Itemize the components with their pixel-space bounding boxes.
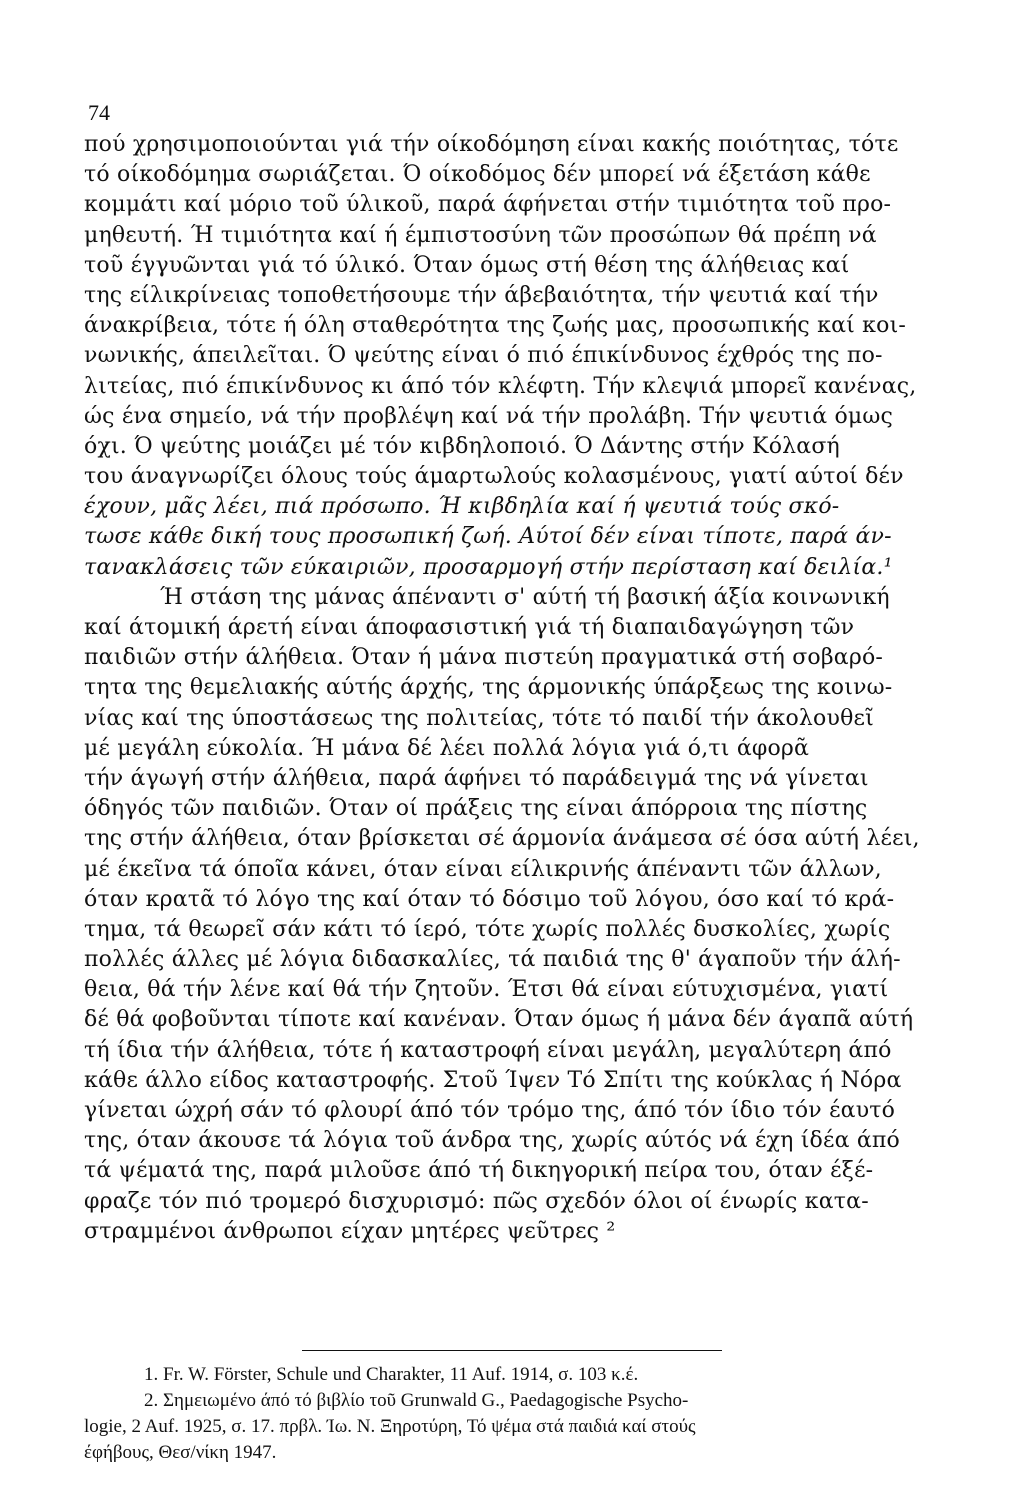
text-line: της στήν άλήθεια, όταν βρίσκεται σέ άρμονία άνάμεσα σέ όσα αύτή λέει, <box>84 826 920 852</box>
text-line: θεια, θά τήν λένε καί θά τήν ζητοῦν. Έτσι θά είναι εύτυχισμένα, γιατί <box>84 977 889 1003</box>
text-line: φραζε τόν πιό τρομερό δισχυρισμό: πῶς σχεδόν όλοι οί ένωρίς κατα- <box>84 1188 869 1214</box>
text-line: τή ίδια τήν άλήθεια, τότε ή καταστροφή είναι μεγάλη, μεγαλύτερη άπό <box>84 1037 892 1063</box>
footnote-1: 1. Fr. W. Förster, Schule und Charakter, 11 Auf. 1914, σ. 103 κ.έ. <box>144 1364 639 1385</box>
text-line: κομμάτι καί μόριο τοῦ ύλικοῦ, παρά άφήνεται στήν τιμιότητα τοῦ προ- <box>84 192 892 218</box>
text-line: όταν κρατᾶ τό λόγο της καί όταν τό δόσιμο τοῦ λόγου, όσο καί τό κρά- <box>84 886 895 912</box>
text-line: ώς ένα σημείο, νά τήν προβλέψη καί νά τήν προλάβη. Τήν ψευτιά όμως <box>84 403 894 429</box>
text-line: της είλικρίνειας τοποθετήσουμε τήν άβεβαιότητα, τήν ψευτιά καί τήν <box>84 282 879 308</box>
text-line: κάθε άλλο είδος καταστροφής. Στοῦ Ίψεν Τό Σπίτι της κούκλας ή Νόρα <box>84 1067 902 1093</box>
text-line: μηθευτή. Ή τιμιότητα καί ή έμπιστοσύνη τῶν προσώπων θά πρέπη νά <box>84 222 877 248</box>
text-line: τά ψέματά της, παρά μιλοῦσε άπό τή δικηγορική πείρα του, όταν έξέ- <box>84 1158 874 1184</box>
text-line: λιτείας, πιό έπικίνδυνος κι άπό τόν κλέφτη. Τήν κλεψιά μπορεῖ κανένας, <box>84 373 917 399</box>
footnote-2-continued: logie, 2 Auf. 1925, σ. 17. πρβλ. Ίω. Ν. Ξηροτύρη, Τό ψέμα στά παιδιά καί στούς <box>84 1416 696 1437</box>
page-number: 74 <box>88 100 110 125</box>
text-line: μέ έκεῖνα τά όποῖα κάνει, όταν είναι είλικρινής άπέναντι τῶν άλλων, <box>84 856 882 882</box>
footnotes <box>84 1362 942 1466</box>
text-line: τωσε κάθε δική τους προσωπική ζωή. Αύτοί δέν είναι τίποτε, παρά άν- <box>84 524 892 550</box>
text-line: τητα της θεμελιακής αύτής άρχής, της άρμονικής ύπάρξεως της κοινω- <box>84 675 893 701</box>
text-line: όχι. Ό ψεύτης μοιάζει μέ τόν κιβδηλοποιό. Ό Δάντης στήν Κόλασή <box>84 433 840 459</box>
text-line: στραμμένοι άνθρωποι είχαν μητέρες ψεῦτρες ² <box>84 1218 616 1244</box>
body-text <box>84 130 942 1247</box>
text-line: τό οίκοδόμημα σωριάζεται. Ό οίκοδόμος δέν μπορεί νά έξετάση κάθε <box>84 162 871 188</box>
text-line: παιδιῶν στήν άλήθεια. Όταν ή μάνα πιστεύη πραγματικά στή σοβαρό- <box>84 645 884 671</box>
text-line: νίας καί της ύποστάσεως της πολιτείας, τότε τό παιδί τήν άκολουθεῖ <box>84 705 874 731</box>
text-line: καί άτομική άρετή είναι άποφασιστική γιά τή διαπαιδαγώγηση τῶν <box>84 615 855 640</box>
text-line: άνακρίβεια, τότε ή όλη σταθερότητα της ζωής μας, προσωπικής καί κοι- <box>84 313 907 339</box>
text-line: τοῦ έγγυῶνται γιά τό ύλικό. Όταν όμως στή θέση της άλήθειας καί <box>84 252 850 278</box>
footnote-2-continued: έφήβους, Θεσ/νίκη 1947. <box>84 1442 277 1463</box>
footnote-divider <box>302 1350 722 1351</box>
text-line: τημα, τά θεωρεῖ σάν κάτι τό ίερό, τότε χωρίς πολλές δυσκολίες, χωρίς <box>84 916 891 942</box>
footnote-2: 2. Σημειωμένο άπό τό βιβλίο τοῦ Grunwald G., Paedagogische Psycho- <box>144 1390 689 1411</box>
text-line: τήν άγωγή στήν άλήθεια, παρά άφήνει τό παράδειγμά της νά γίνεται <box>84 765 869 791</box>
text-line: όδηγός τῶν παιδιῶν. Όταν οί πράξεις της είναι άπόρροια της πίστης <box>84 796 868 822</box>
text-line: γίνεται ώχρή σάν τό φλουρί άπό τόν τρόμο της, άπό τόν ίδιο τόν έαυτό <box>84 1098 896 1123</box>
text-line: πολλές άλλες μέ λόγια διδασκαλίες, τά παιδιά της θ' άγαποῦν τήν άλή- <box>84 947 901 973</box>
text-line: δέ θά φοβοῦνται τίποτε καί κανέναν. Όταν όμως ή μάνα δέν άγαπᾶ αύτή <box>84 1007 914 1033</box>
text-line: του άναγνωρίζει όλους τούς άμαρτωλούς κολασμένους, γιατί αύτοί δέν <box>84 464 904 490</box>
text-line: μέ μεγάλη εύκολία. Ή μάνα δέ λέει πολλά λόγια γιά ό,τι άφορᾶ <box>84 735 810 761</box>
paragraph-start-line: Ή στάση της μάνας άπέναντι σ' αύτή τή βασική άξία κοινωνική <box>160 584 890 610</box>
text-line: νωνικής, άπειλεῖται. Ό ψεύτης είναι ό πιό έπικίνδυνος έχθρός της πο- <box>84 343 883 369</box>
text-line: πού χρησιμοποιούνται γιά τήν οίκοδόμηση είναι κακής ποιότητας, τότε <box>84 132 899 157</box>
text-line: τανακλάσεις τῶν εύκαιριῶν, προσαρμογή στήν περίσταση καί δειλία.¹ <box>84 554 893 580</box>
text-line: της, όταν άκουσε τά λόγια τοῦ άνδρα της, χωρίς αύτός νά έχη ίδέα άπό <box>84 1128 900 1154</box>
text-line: έχουν, μᾶς λέει, πιά πρόσωπο. Ή κιβδηλία καί ή ψευτιά τούς σκό- <box>84 494 840 520</box>
